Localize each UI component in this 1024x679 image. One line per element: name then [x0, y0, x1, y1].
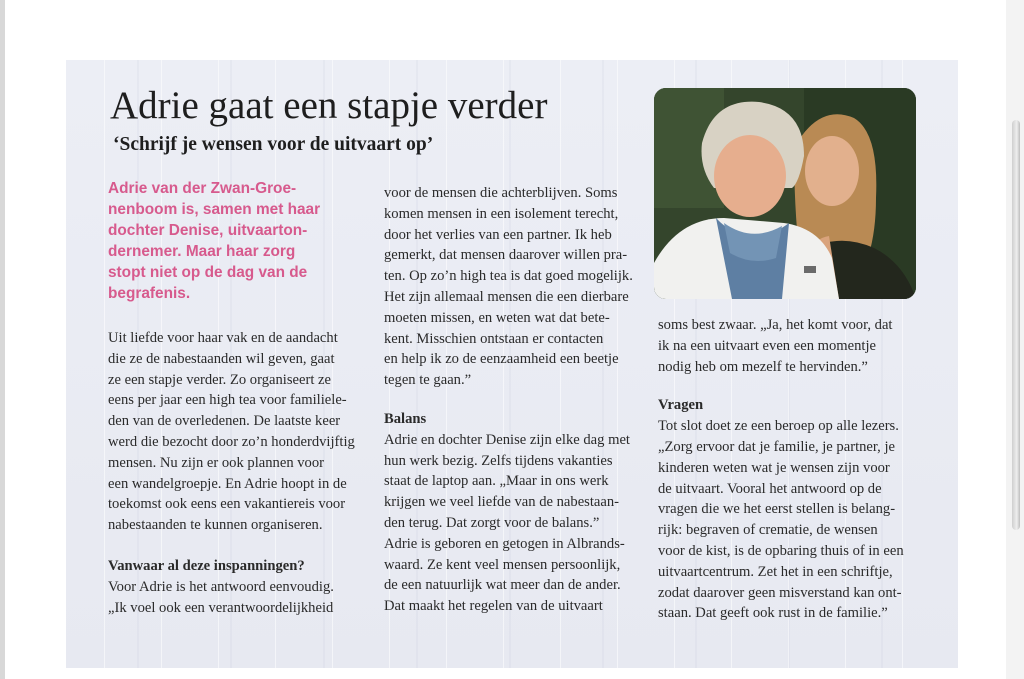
- body-line: toekomst ook eens een vakantiereis voor: [108, 496, 346, 513]
- lead-line: begrafenis.: [108, 285, 191, 302]
- body-line: staan. Dat geeft ook rust in de familie.”: [658, 605, 888, 622]
- body-line: werd die bezocht door zo’n honderdvijftig: [108, 433, 355, 450]
- body-paragraph: [658, 315, 904, 377]
- body-line: en help ik zo de eenzaamheid een beetje: [384, 351, 619, 368]
- subheadline: ‘Schrijf je wensen voor de uitvaart op’: [113, 134, 434, 155]
- body-line: hun werk bezig. Zelfs tijdens vakanties: [384, 452, 613, 469]
- body-line: Tot slot doet ze een beroep op alle lezers.: [658, 418, 899, 435]
- lead-line: dochter Denise, uitvaarton-: [108, 222, 308, 239]
- article-photo: [654, 88, 916, 299]
- body-line: Dat maakt het regelen van de uitvaart: [384, 598, 603, 615]
- headline: Adrie gaat een stapje verder: [110, 84, 548, 127]
- body-line: nodig heb om mezelf te hervinden.”: [658, 358, 868, 375]
- body-line: de uitvaart. Vooral het antwoord op de: [658, 480, 882, 497]
- body-line: ten. Op zo’n high tea is dat goed mogelijk.: [384, 268, 633, 285]
- body-line: „Zorg ervoor dat je familie, je partner, je: [658, 438, 895, 455]
- column-3: [658, 315, 904, 624]
- section-heading: Vanwaar al deze inspanningen?: [108, 557, 305, 574]
- section-heading: Balans: [384, 410, 427, 427]
- lead-line: Adrie van der Zwan-Groe-: [108, 180, 297, 197]
- body-line: vragen die we het eerst stellen is belang-: [658, 501, 896, 518]
- body-line: Uit liefde voor haar vak en de aandacht: [108, 330, 338, 346]
- body-line: „Ik voel ook een verantwoordelijkheid: [108, 599, 334, 616]
- body-line: gemerkt, dat mensen daarover willen pra-: [384, 247, 628, 264]
- lead-line: dernemer. Maar haar zorg: [108, 243, 296, 260]
- page-edge-left: [0, 0, 5, 679]
- section-balans: [384, 409, 633, 617]
- body-line: waard. Ze kent veel mensen persoonlijk,: [384, 556, 621, 573]
- body-line: Adrie en dochter Denise zijn elke dag met: [384, 431, 630, 448]
- lead-line: nenboom is, samen met haar: [108, 201, 321, 218]
- body-line: ze een stapje verder. Zo organiseert ze: [108, 371, 331, 388]
- section-heading: Vragen: [658, 397, 704, 414]
- body-line: nabestaanden te kunnen organiseren.: [108, 517, 323, 534]
- body-line: ik na een uitvaart even een momentje: [658, 337, 877, 354]
- body-paragraph: [384, 183, 633, 391]
- body-line: staat de laptop aan. „Maar in ons werk: [384, 473, 609, 490]
- lead-paragraph: [108, 178, 355, 304]
- body-line: voor de mensen die achterblijven. Soms: [384, 185, 618, 201]
- body-line: die ze de nabestaanden wil geven, gaat: [108, 350, 335, 367]
- body-line: tegen te gaan.”: [384, 372, 472, 389]
- body-line: voor de kist, is de opbaring thuis of in een: [658, 542, 904, 559]
- body-line: een wandelgroepje. En Adrie hoopt in de: [108, 475, 347, 492]
- section-vanwaar: [108, 556, 355, 618]
- body-line: eens per jaar een high tea voor familiele-: [108, 392, 347, 409]
- body-line: den terug. Dat zorgt voor de balans.”: [384, 514, 600, 531]
- body-line: kent. Misschien ontstaan er contacten: [384, 330, 604, 347]
- section-vragen: [658, 395, 904, 624]
- body-line: zodat daarover geen misverstand kan ont-: [658, 584, 902, 601]
- body-paragraph: [108, 328, 355, 536]
- body-line: Adrie is geboren en getogen in Albrands-: [384, 535, 625, 552]
- body-line: krijgen we veel liefde van de nabestaan-: [384, 494, 620, 511]
- body-line: komen mensen in een isolement terecht,: [384, 205, 619, 222]
- magazine-article: [66, 60, 958, 668]
- body-line: soms best zwaar. „Ja, het komt voor, dat: [658, 317, 893, 333]
- body-line: moeten missen, en weten wat dat bete-: [384, 309, 610, 326]
- body-line: de een natuurlijk wat meer dan de ander.: [384, 577, 621, 594]
- body-line: Het zijn allemaal mensen die een dierbare: [384, 288, 629, 305]
- body-line: door het verlies van een partner. Ik heb: [384, 226, 612, 243]
- body-line: den van de overledenen. De laatste keer: [108, 413, 341, 430]
- body-line: mensen. Nu zijn er ook plannen voor: [108, 454, 325, 471]
- scroll-handle[interactable]: [1012, 120, 1020, 530]
- body-line: kinderen weten wat je wensen zijn voor: [658, 459, 890, 476]
- body-line: uitvaartcentrum. Zet het in een schriftje,: [658, 563, 893, 580]
- column-2: [384, 183, 633, 617]
- body-line: Voor Adrie is het antwoord eenvoudig.: [108, 578, 334, 595]
- lead-line: stopt niet op de dag van de: [108, 264, 308, 281]
- body-line: rijk: begraven of crematie, de wensen: [658, 522, 878, 539]
- column-1: [108, 178, 355, 618]
